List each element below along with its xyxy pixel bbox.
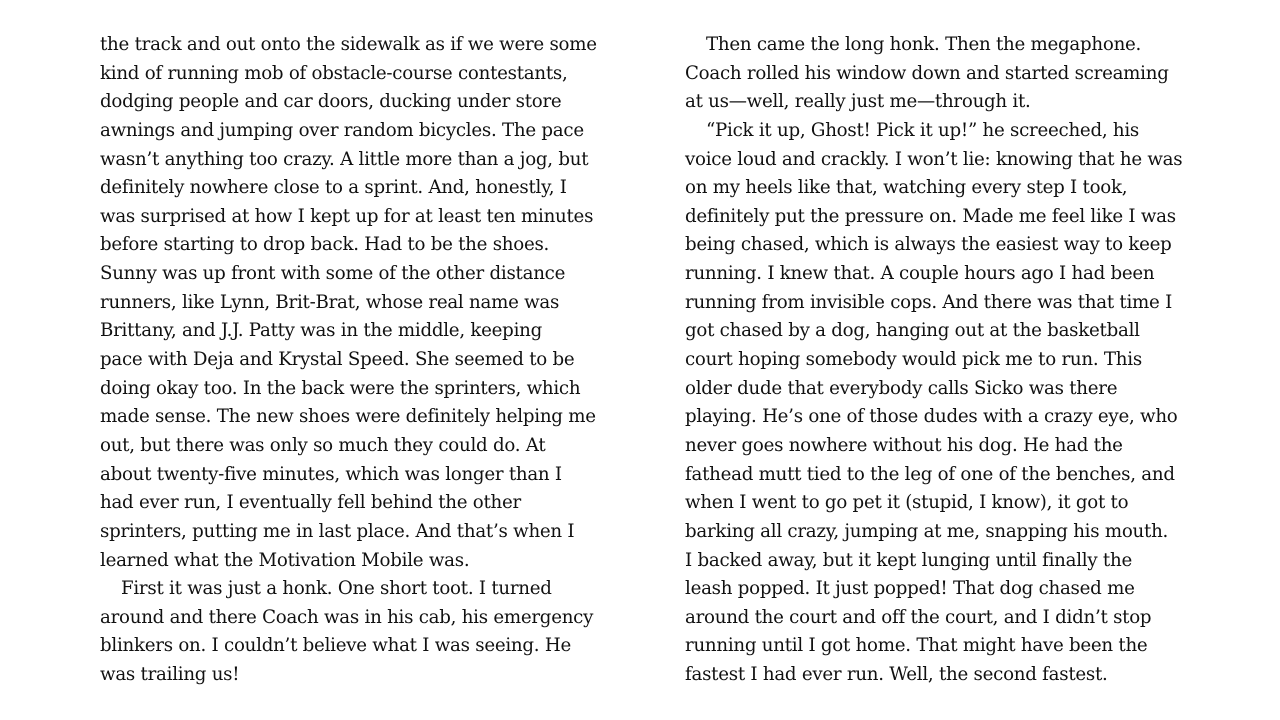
text-line: running. I knew that. A couple hours ago I had been <box>685 263 1155 285</box>
text-line: barking all crazy, jumping at me, snapping his mouth. <box>685 520 1169 542</box>
text-line: fathead mutt tied to the leg of one of the benches, and <box>685 463 1175 485</box>
text-line: sprinters, putting me in last place. And that’s when I <box>100 520 575 542</box>
text-line: I backed away, but it kept lunging until finally the <box>685 549 1132 571</box>
text-line: the track and out onto the sidewalk as if we were some <box>100 34 597 55</box>
text-line: had ever run, I eventually fell behind the other <box>100 492 521 514</box>
paragraph-start-line: First it was just a honk. One short toot. I turned <box>121 578 552 600</box>
left-page <box>100 31 610 690</box>
text-line: got chased by a dog, hanging out at the basketball <box>685 320 1140 342</box>
text-line: was surprised at how I kept up for at least ten minutes <box>100 205 594 227</box>
text-line: around and there Coach was in his cab, his emergency <box>100 606 594 628</box>
text-line: dodging people and car doors, ducking under store <box>100 91 562 113</box>
text-line: never goes nowhere without his dog. He had the <box>685 434 1123 456</box>
text-line: Coach rolled his window down and started screaming <box>685 62 1169 84</box>
text-line: voice loud and crackly. I won’t lie: knowing that he was <box>685 148 1183 170</box>
paragraph-start-line: “Pick it up, Ghost! Pick it up!” he screeched, his <box>706 119 1140 141</box>
text-line: learned what the Motivation Mobile was. <box>100 549 470 571</box>
text-line: blinkers on. I couldn’t believe what I was seeing. He <box>100 635 571 657</box>
text-line: Sunny was up front with some of the other distance <box>100 263 566 285</box>
text-line: fastest I had ever run. Well, the second fastest. <box>685 664 1108 686</box>
text-line: before starting to drop back. Had to be the shoes. <box>100 234 550 256</box>
text-line: about twenty-five minutes, which was longer than I <box>100 463 562 485</box>
text-line: out, but there was only so much they could do. At <box>100 434 546 456</box>
text-line: at us—well, really just me—through it. <box>685 91 1031 113</box>
text-line: kind of running mob of obstacle-course contestants, <box>100 62 568 84</box>
text-line: being chased, which is always the easiest way to keep <box>685 234 1172 256</box>
text-line: made sense. The new shoes were definitely helping me <box>100 406 596 428</box>
text-line: definitely put the pressure on. Made me feel like I was <box>685 205 1176 227</box>
text-line: awnings and jumping over random bicycles. The pace <box>100 119 584 141</box>
text-line: was trailing us! <box>100 664 240 686</box>
paragraph-start-line: Then came the long honk. Then the megaphone. <box>706 34 1142 55</box>
text-line: running from invisible cops. And there was that time I <box>685 291 1173 313</box>
text-line: around the court and off the court, and I didn’t stop <box>685 606 1152 628</box>
text-line: on my heels like that, watching every step I took, <box>685 177 1128 199</box>
text-line: when I went to go pet it (stupid, I know), it got to <box>685 492 1129 514</box>
text-line: runners, like Lynn, Brit-Brat, whose real name was <box>100 291 560 313</box>
text-line: leash popped. It just popped! That dog chased me <box>685 578 1135 600</box>
text-line: court hoping somebody would pick me to run. This <box>685 349 1142 371</box>
text-line: running until I got home. That might have been the <box>685 635 1148 657</box>
text-line: doing okay too. In the back were the sprinters, which <box>100 377 581 399</box>
right-page <box>685 31 1195 690</box>
text-line: definitely nowhere close to a sprint. And, honestly, I <box>100 177 567 199</box>
text-line: wasn’t anything too crazy. A little more than a jog, but <box>100 148 589 170</box>
text-line: playing. He’s one of those dudes with a crazy eye, who <box>685 406 1178 428</box>
text-line: older dude that everybody calls Sicko was there <box>685 377 1118 399</box>
text-line: pace with Deja and Krystal Speed. She seemed to be <box>100 349 575 371</box>
text-line: Brittany, and J.J. Patty was in the middle, keeping <box>100 320 542 342</box>
